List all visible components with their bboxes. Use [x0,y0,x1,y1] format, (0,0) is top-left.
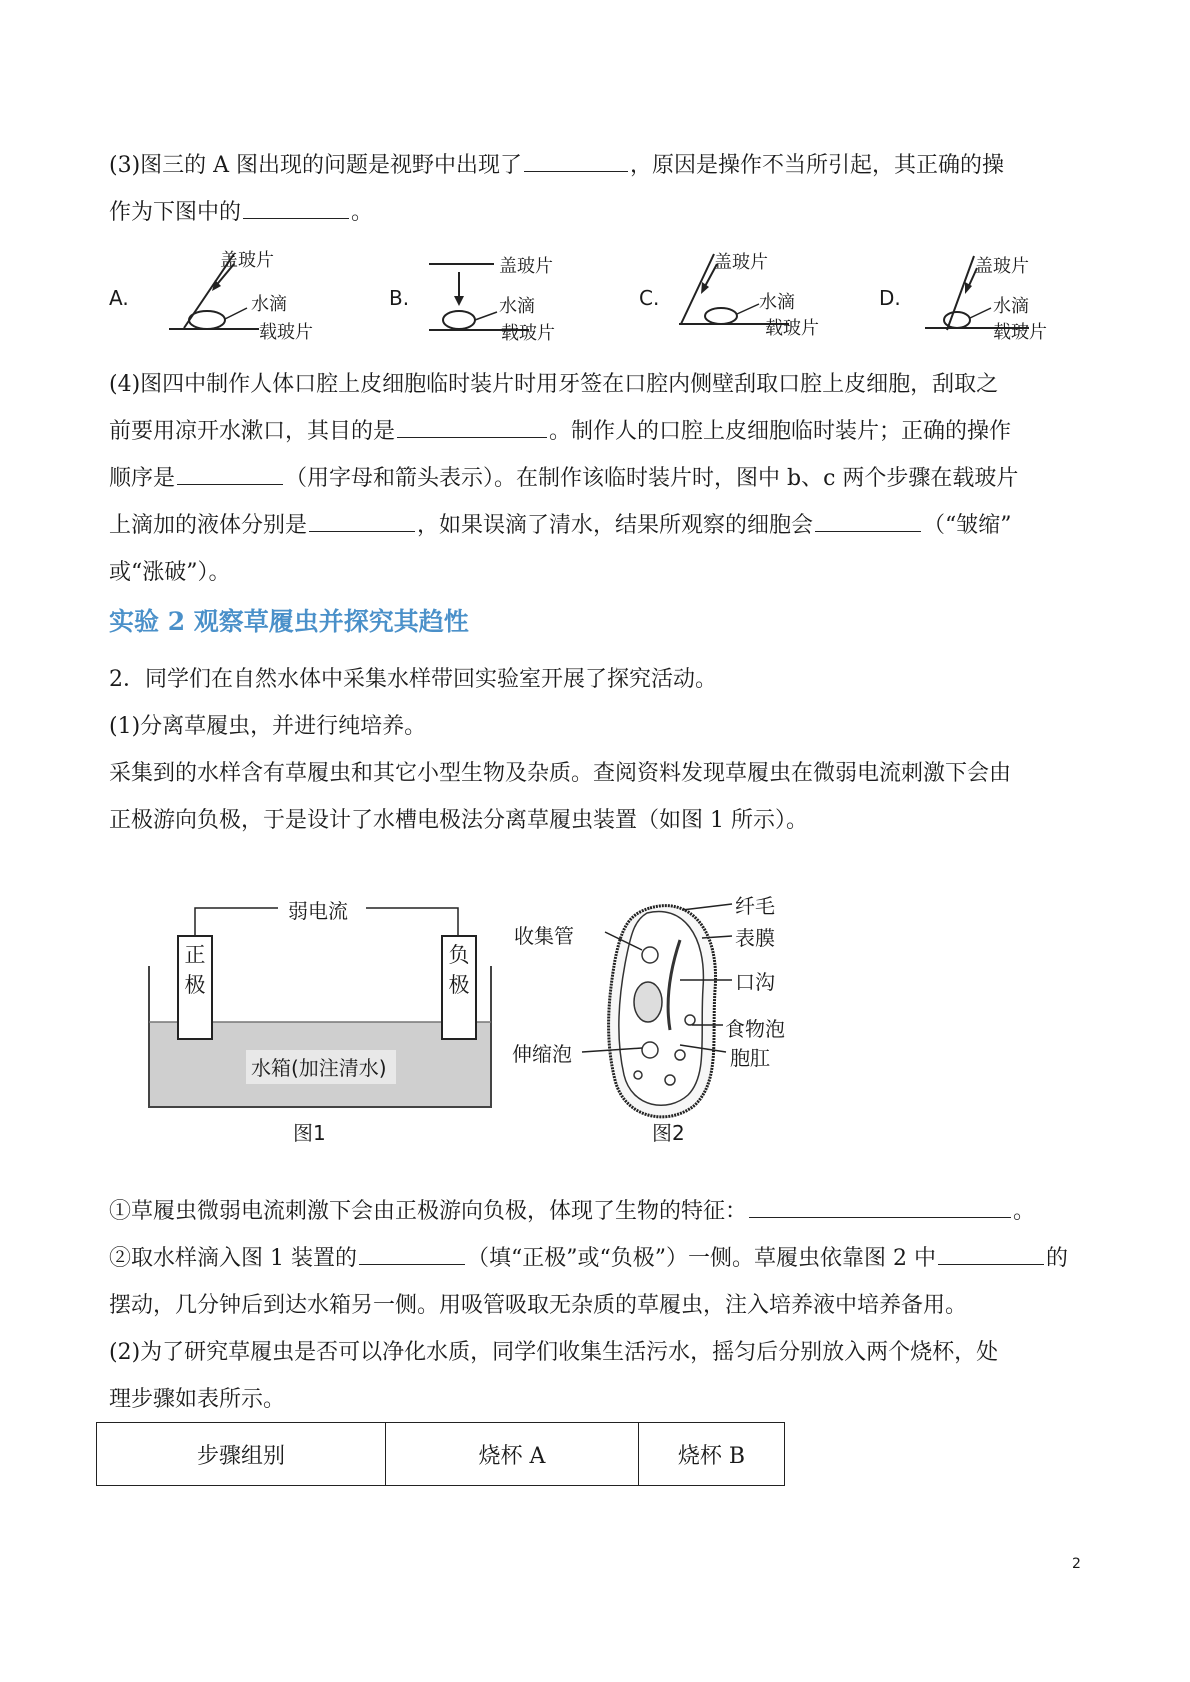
answer-blank[interactable] [359,1263,465,1265]
food-vacuole-label: 食物泡 [725,1017,785,1041]
q2-part1: (1)分离草履虫，并进行纯培养。 [109,714,427,739]
figure-2 [512,880,820,1150]
steps-table [96,1422,785,1486]
q2-intro: 2．同学们在自然水体中采集水样带回实验室开展了探究活动。 [109,667,717,692]
weak-current-label: 弱电流 [288,899,348,923]
anal-pore-label: 胞肛 [730,1046,770,1070]
answer-blank[interactable] [524,170,628,172]
q4-line-5: 或“涨破”）。 [109,560,231,585]
q4-line-4: 上滴加的液体分别是 ，如果误滴了清水，结果所观察的细胞会 （“皱缩” [109,513,1012,538]
answer-blank[interactable] [397,436,547,438]
answer-blank[interactable] [938,1263,1044,1265]
figure-2-caption: 图2 [652,1121,685,1145]
answer-blank[interactable] [309,530,415,532]
q4-line-2: 前要用凉开水漱口，其目的是 。制作人的口腔上皮细胞临时装片；正确的操作 [109,419,1012,444]
table-row [97,1423,785,1486]
figure-1 [148,880,498,1150]
cilia-label: 纤毛 [735,894,775,918]
coverslip-options [109,246,1109,346]
table-header-cell: 烧杯 B [639,1423,785,1486]
membrane-label: 表膜 [735,926,775,950]
q3-line-1: (3)图三的 A 图出现的问题是视野中出现了 ，原因是操作不当所引起，其正确的操 [109,153,1005,178]
table-header-cell: 烧杯 A [386,1423,639,1486]
answer-blank[interactable] [243,217,349,219]
option-d[interactable]: D. 盖玻片 水滴 载玻片 [879,246,1139,346]
option-c[interactable]: C. 盖玻片 水滴 载玻片 [639,246,899,346]
figure-1-caption: 图1 [293,1121,326,1145]
q2-para-line-1: 采集到的水样含有草履虫和其它小型生物及杂质。查阅资料发现草履虫在微弱电流刺激下会由 [109,761,1012,786]
answer-blank[interactable] [749,1216,1011,1218]
option-a[interactable]: A. 盖玻片 水滴 载玻片 [109,246,369,346]
oral-groove-label: 口沟 [735,970,775,994]
q2-part2-cont: 理步骤如表所示。 [109,1387,286,1412]
positive-electrode-label: 正极 [184,943,206,997]
answer-blank[interactable] [177,483,283,485]
water-tank-label: 水箱(加注清水) [251,1056,387,1080]
q2-sub-2: ②取水样滴入图 1 装置的 （填“正极”或“负极”）一侧。草履虫依靠图 2 中 的 [109,1246,1068,1271]
q4-line-1: (4)图四中制作人体口腔上皮细胞临时装片时用牙签在口腔内侧壁刮取口腔上皮细胞，刮取之 [109,372,999,397]
q2-sub-2-cont: 摆动，几分钟后到达水箱另一侧。用吸管吸取无杂质的草履虫，注入培养液中培养备用。 [109,1293,968,1318]
page-number: 2 [1072,1556,1081,1572]
negative-electrode-label: 负极 [448,943,470,997]
table-header-cell: 步骤组别 [97,1423,386,1486]
collecting-tube-label: 收集管 [514,924,574,948]
option-b[interactable]: B. 盖玻片 水滴 载玻片 [389,246,649,346]
q2-sub-1: ①草履虫微弱电流刺激下会由正极游向负极，体现了生物的特征： 。 [109,1199,1036,1224]
q4-line-3: 顺序是 （用字母和箭头表示）。在制作该临时装片时，图中 b、c 两个步骤在载玻片 [109,466,1019,491]
contractile-vacuole-label: 伸缩泡 [512,1042,572,1066]
q2-part2: (2)为了研究草履虫是否可以净化水质，同学们收集生活污水，摇匀后分别放入两个烧杯，处 [109,1340,999,1365]
answer-blank[interactable] [815,530,921,532]
section-heading: 实验 2 观察草履虫并探究其趋性 [109,607,469,636]
q3-line-2: 作为下图中的 。 [109,200,374,225]
q2-para-line-2: 正极游向负极，于是设计了水槽电极法分离草履虫装置（如图 1 所示）。 [109,808,808,833]
